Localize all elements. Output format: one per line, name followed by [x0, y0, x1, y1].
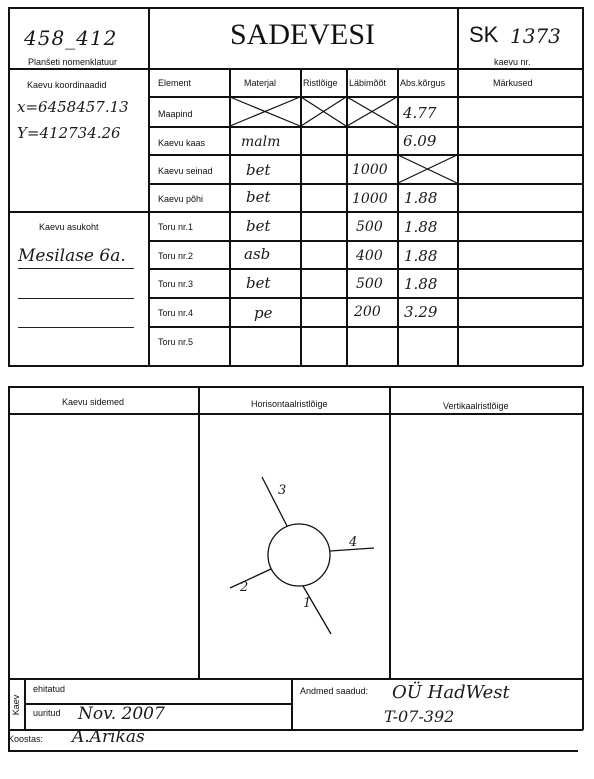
row-height: 1.88	[404, 218, 438, 236]
location-label: Kaevu asukoht	[39, 222, 99, 232]
coordinate-y: Y=412734.26	[17, 124, 121, 142]
row-material: asb	[244, 245, 271, 263]
row-element: Toru nr.1	[158, 222, 194, 232]
row-element: Toru nr.5	[158, 337, 194, 347]
col-header-diameter: Läbimõõt	[349, 78, 387, 88]
sheet-number: 458_412	[24, 26, 118, 50]
location-value: Mesilase 6a.	[18, 246, 126, 266]
col-header-material: Materjal	[244, 78, 277, 88]
pipe-label: 1	[303, 596, 312, 611]
coordinates-label: Kaevu koordinaadid	[27, 80, 107, 90]
row-element: Kaevu seinad	[158, 166, 213, 176]
well-prefix: SK	[469, 22, 499, 47]
coordinate-x: x=6458457.13	[17, 98, 129, 116]
section-horizontal-label: Horisontaalristlõige	[251, 399, 328, 409]
manhole-circle	[268, 524, 330, 586]
pipe-label: 2	[240, 580, 249, 595]
col-header-element: Element	[158, 78, 192, 88]
section-connections-label: Kaevu sidemed	[62, 397, 125, 407]
footer-divider	[291, 678, 293, 730]
row-element: Toru nr.3	[158, 279, 194, 289]
surveyed-value: Nov. 2007	[78, 704, 165, 724]
row-diameter: 400	[356, 248, 383, 264]
row-element: Kaevu kaas	[158, 138, 206, 148]
row-element: Maapind	[158, 109, 193, 119]
built-label: ehitatud	[33, 684, 66, 694]
col-header-cross: Ristlõige	[303, 78, 338, 88]
source-value-2: T-07-392	[384, 707, 455, 726]
row-height: 4.77	[403, 104, 437, 122]
source-value-1: OÜ HadWest	[392, 682, 510, 703]
row-diameter: 1000	[352, 162, 388, 178]
well-number: 1373	[510, 24, 561, 48]
row-element: Kaevu põhi	[158, 194, 204, 204]
row-height: 1.88	[404, 247, 438, 265]
source-label: Andmed saadud:	[300, 686, 369, 696]
col-header-notes: Märkused	[493, 78, 533, 88]
row-diameter: 500	[356, 219, 383, 235]
row-height: 6.09	[403, 132, 437, 150]
sheet-label: Planšeti nomenklatuur	[28, 57, 118, 67]
row-diameter: 1000	[352, 191, 388, 207]
row-material: malm	[241, 134, 281, 150]
page-title: SADEVESI	[229, 18, 375, 51]
row-diameter: 500	[356, 276, 383, 292]
row-material: bet	[246, 274, 271, 292]
pipe-label: 3	[278, 483, 287, 498]
section-vertical-label: Vertikaalristlõige	[443, 401, 509, 411]
row-height: 3.29	[404, 303, 438, 321]
footer-bottom-line	[8, 750, 578, 752]
compiler-label: Koostas:	[8, 734, 44, 744]
row-element: Toru nr.2	[158, 251, 194, 261]
row-material: bet	[246, 188, 271, 206]
pipe-label: 4	[349, 535, 358, 550]
surveyed-label: uuritud	[33, 708, 61, 718]
col-header-height: Abs.kõrgus	[400, 78, 446, 88]
row-material: bet	[246, 161, 271, 179]
row-height: 1.88	[404, 189, 438, 207]
side-label: Kaev	[11, 694, 21, 716]
well-label: kaevu nr.	[494, 57, 531, 67]
compiler-value: A.Arikas	[72, 727, 145, 747]
row-diameter: 200	[354, 304, 381, 320]
row-material: pe	[254, 304, 273, 322]
row-element: Toru nr.4	[158, 308, 194, 318]
pipe-2	[230, 569, 271, 588]
row-material: bet	[246, 217, 271, 235]
row-height: 1.88	[404, 275, 438, 293]
